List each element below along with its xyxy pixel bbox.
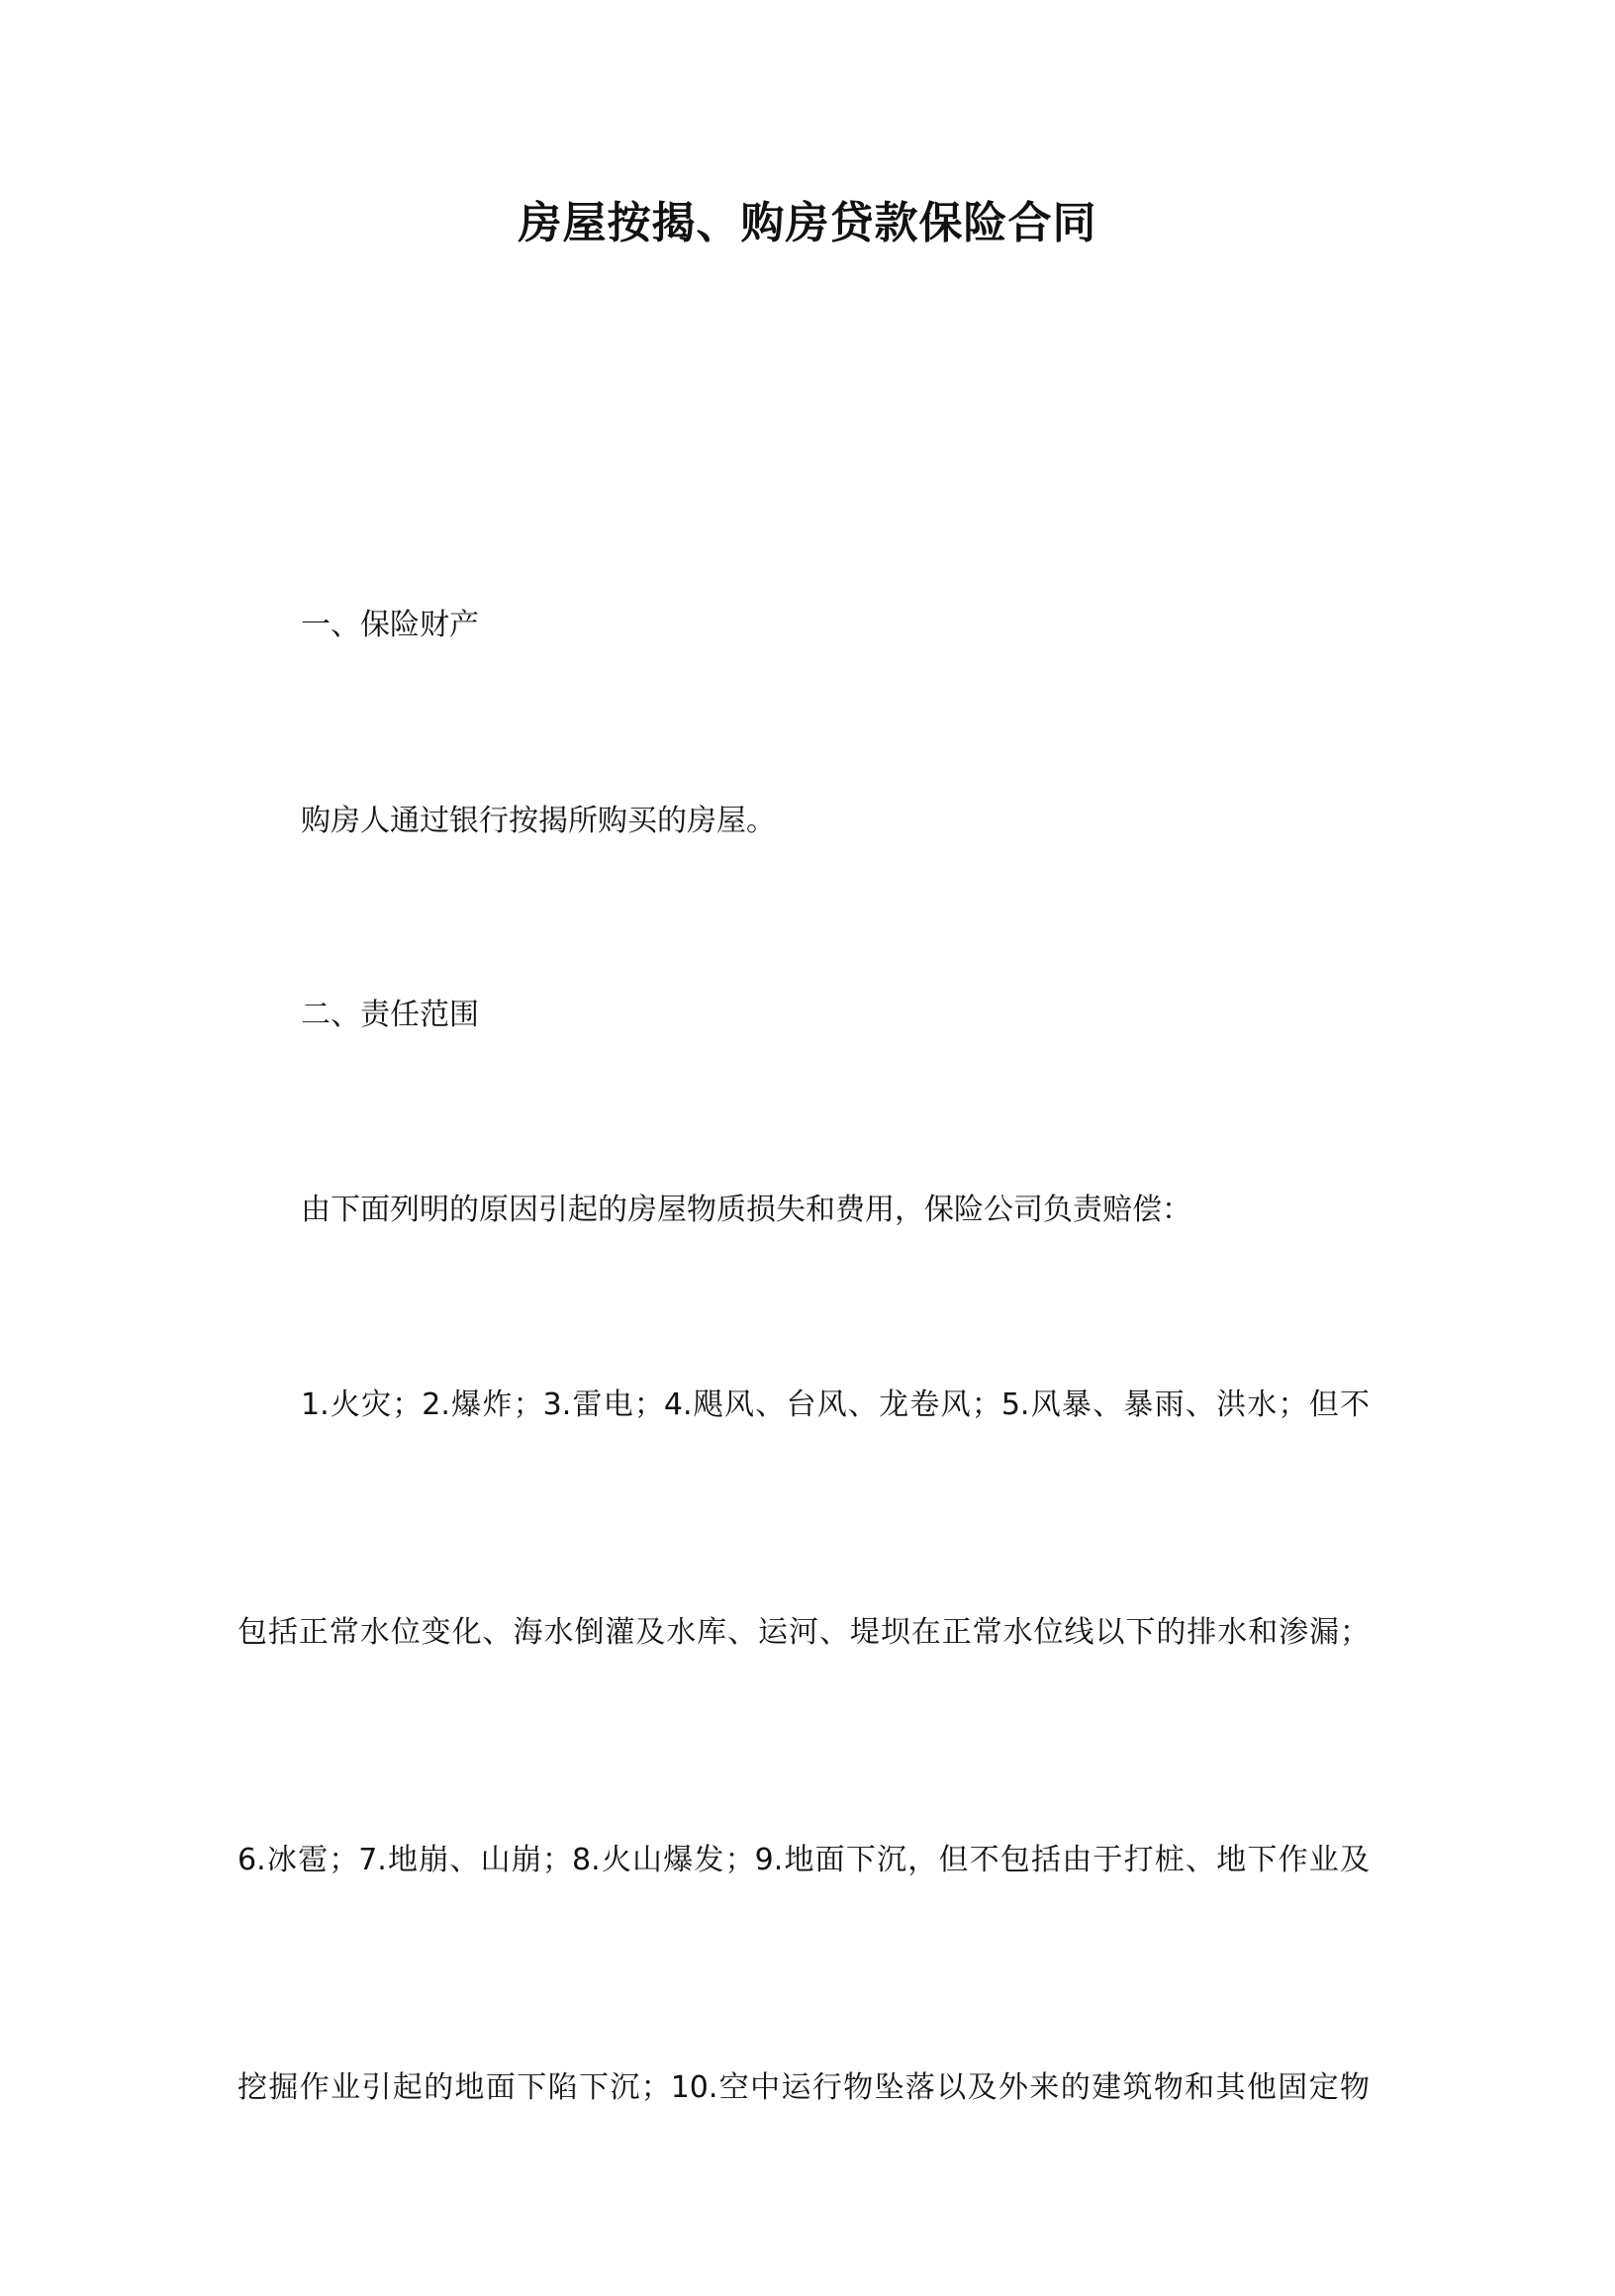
- section-heading-insured-property: 一、保险财产: [301, 608, 479, 642]
- section-heading-liability-scope: 二、责任范围: [301, 998, 479, 1032]
- section-paragraph-insured-property: 购房人通过银行按揭所购买的房屋。: [301, 804, 776, 838]
- section-paragraph-liability-scope: 由下面列明的原因引起的房屋物质损失和费用，保险公司负责赔偿：: [301, 1193, 1191, 1227]
- body-line: 1.火灾；2.爆炸；3.雷电；4.飓风、台风、龙卷风；5.风暴、暴雨、洪水；但不: [301, 1387, 1370, 1422]
- document-title: 房屋按揭、购房贷款保险合同: [518, 198, 1097, 248]
- body-line: 6.冰雹；7.地崩、山崩；8.火山爆发；9.地面下沉，但不包括由于打桩、地下作业及: [238, 1843, 1370, 1877]
- body-line: 包括正常水位变化、海水倒灌及水库、运河、堤坝在正常水位线以下的排水和渗漏；: [238, 1615, 1370, 1650]
- liability-list-paragraph: [238, 1386, 1370, 2296]
- body-line: 挖掘作业引起的地面下陷下沉；10.空中运行物坠落以及外来的建筑物和其他固定物: [238, 2070, 1370, 2105]
